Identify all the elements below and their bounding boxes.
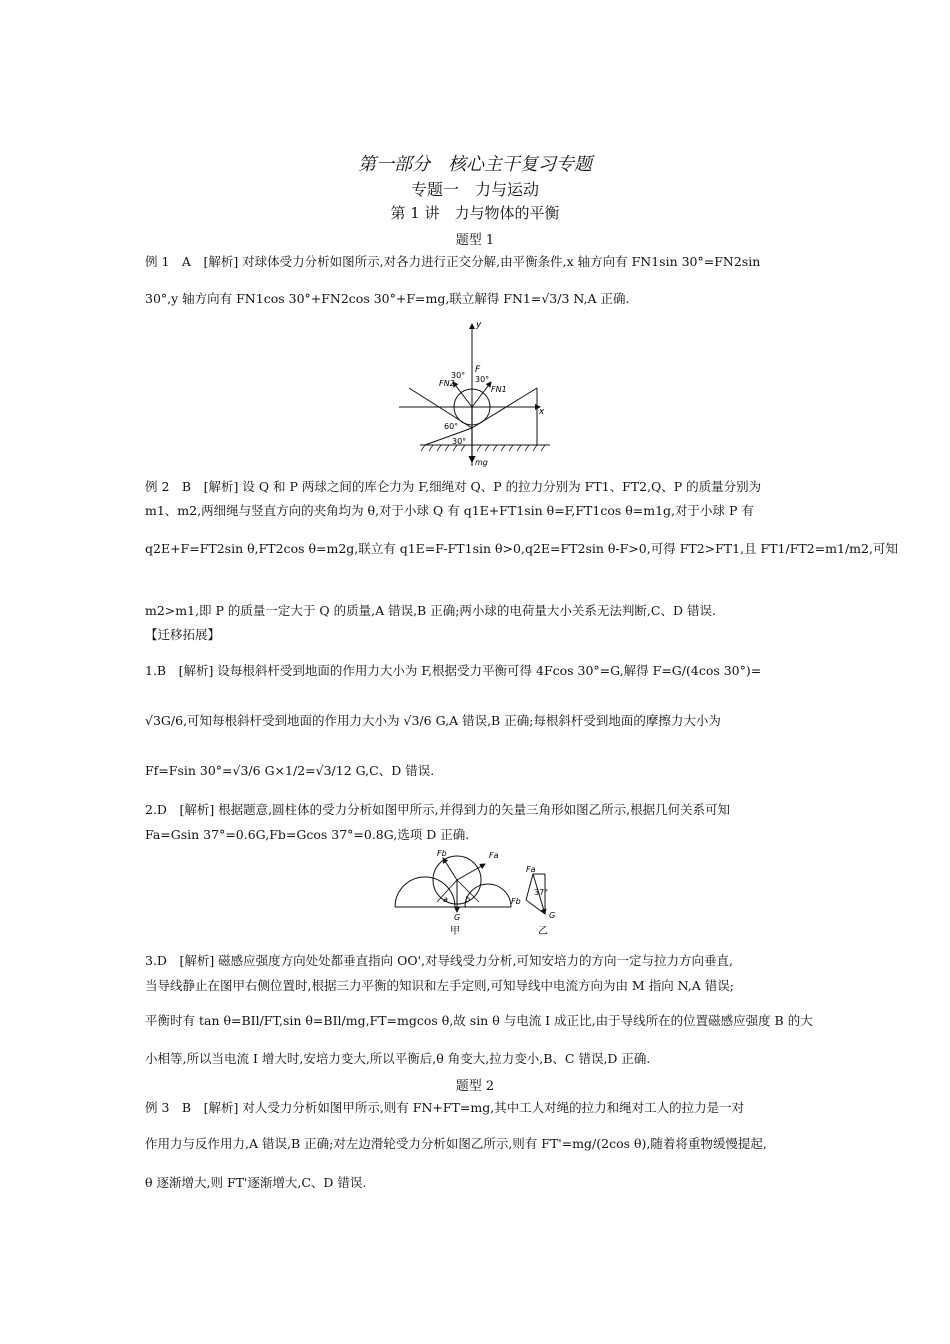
extension-item-3-line-3: 平衡时有 tan θ=BIl/FT,sin θ=BIl/mg,FT=mgcos θ,故 sin θ 与电流 I 成正比,由于导线所在的位置磁感应强度 B 的大 bbox=[145, 1013, 813, 1028]
force-fn2 bbox=[453, 382, 472, 407]
label-y: y bbox=[476, 320, 482, 330]
part-title: 第一部分 核心主干复习专题 bbox=[358, 154, 592, 175]
label-a: a bbox=[443, 895, 448, 904]
extension-item-3-line-2: 当导线静止在图甲右侧位置时,根据三力平衡的知识和左手定则,可知导线中电流方向为由 M 指向 N,A 错误; bbox=[145, 978, 734, 993]
topic-title: 专题一 力与运动 bbox=[410, 180, 539, 199]
label-fn2: FN2 bbox=[439, 379, 455, 388]
label-angle-30-a: 30° bbox=[451, 371, 466, 380]
lecture-title: 第 1 讲 力与物体的平衡 bbox=[390, 204, 560, 222]
extension-item-1-line-3: Ff=Fsin 30°=√3/6 G×1/2=√3/12 G,C、D 错误. bbox=[145, 763, 435, 778]
example-3-line-3: θ 逐渐增大,则 FT'逐渐增大,C、D 错误. bbox=[145, 1175, 367, 1190]
label-fa: Fa bbox=[489, 851, 499, 860]
extension-item-2-line-2: Fa=Gsin 37°=0.6G,Fb=Gcos 37°=0.8G,选项 D 正确. bbox=[145, 827, 470, 842]
force-fn1 bbox=[472, 382, 491, 407]
label-b: b bbox=[465, 895, 471, 904]
label-mg: mg bbox=[475, 458, 488, 467]
example-2-line-2: m1、m2,两细绳与竖直方向的夹角均为 θ,对于小球 Q 有 q1E+FT1sin θ=F,FT1cos θ=m1g,对于小球 P 有 bbox=[145, 503, 754, 518]
label-f: F bbox=[475, 365, 481, 375]
extension-heading: 【迁移拓展】 bbox=[145, 627, 221, 642]
label-fa-2: Fa bbox=[526, 865, 536, 874]
figure-2-cylinder-diagram bbox=[393, 844, 568, 940]
label-jia: 甲 bbox=[450, 926, 460, 937]
figure-1-force-diagram bbox=[395, 318, 560, 470]
label-fb-2: Fb bbox=[511, 897, 521, 906]
extension-item-2-line-1: 2.D [解析] 根据题意,圆柱体的受力分析如图甲所示,并得到力的矢量三角形如图乙所示,根据几何关系可知 bbox=[145, 802, 731, 817]
label-x: x bbox=[539, 407, 545, 417]
label-g-2: G bbox=[549, 911, 556, 920]
extension-item-1-line-1: 1.B [解析] 设每根斜杆受到地面的作用力大小为 F,根据受力平衡可得 4Fcos 30°=G,解得 F=G/(4cos 30°)= bbox=[145, 663, 762, 678]
type-1-title: 题型 1 bbox=[455, 233, 495, 248]
label-g: G bbox=[454, 913, 461, 922]
example-3-line-1: 例 3 B [解析] 对人受力分析如图甲所示,则有 FN+FT=mg,其中工人对绳的拉力和绳对工人的拉力是一对 bbox=[145, 1100, 745, 1115]
label-yi: 乙 bbox=[538, 926, 548, 937]
label-angle-30-b: 30° bbox=[475, 375, 490, 384]
example-2-line-3: q2E+F=FT2sin θ,FT2cos θ=m2g,联立有 q1E=F-FT1sin θ>0,q2E=FT2sin θ-F>0,可得 FT2>FT1,且 FT1/FT2=m1/m2,可知 bbox=[145, 541, 898, 556]
example-1-line-2: 30°,y 轴方向有 FN1cos 30°+FN2cos 30°+F=mg,联立解得 FN1=√3/3 N,A 正确. bbox=[145, 291, 630, 306]
label-fb: Fb bbox=[437, 849, 447, 858]
example-1-line-1: 例 1 A [解析] 对球体受力分析如图所示,对各力进行正交分解,由平衡条件,x 轴方向有 FN1sin 30°=FN2sin bbox=[145, 254, 761, 269]
example-3-line-2: 作用力与反作用力,A 错误,B 正确;对左边滑轮受力分析如图乙所示,则有 FT'=mg/(2cos θ),随着将重物缓慢提起, bbox=[145, 1136, 767, 1151]
example-2-line-1: 例 2 B [解析] 设 Q 和 P 两球之间的库仑力为 F,细绳对 Q、P 的拉力分别为 FT1、FT2,Q、P 的质量分别为 bbox=[145, 479, 762, 494]
label-angle-37: 37° bbox=[534, 888, 549, 897]
extension-item-1-line-2: √3G/6,可知每根斜杆受到地面的作用力大小为 √3/6 G,A 错误,B 正确;每根斜杆受到地面的摩擦力大小为 bbox=[145, 713, 721, 728]
label-fn1: FN1 bbox=[491, 385, 507, 394]
extension-item-3-line-4: 小相等,所以当电流 I 增大时,安培力变大,所以平衡后,θ 角变大,拉力变小,B、C 错误,D 正确. bbox=[145, 1051, 651, 1066]
label-angle-30-c: 30° bbox=[452, 437, 467, 446]
label-angle-60: 60° bbox=[444, 422, 459, 431]
type-2-title: 题型 2 bbox=[455, 1079, 495, 1094]
extension-item-3-line-1: 3.D [解析] 磁感应强度方向处处都垂直指向 OO',对导线受力分析,可知安培力的方向一定与拉力方向垂直, bbox=[145, 953, 734, 968]
example-2-line-4: m2>m1,即 P 的质量一定大于 Q 的质量,A 错误,B 正确;两小球的电荷量大小关系无法判断,C、D 错误. bbox=[145, 603, 716, 618]
right-half-cylinder bbox=[465, 884, 511, 907]
